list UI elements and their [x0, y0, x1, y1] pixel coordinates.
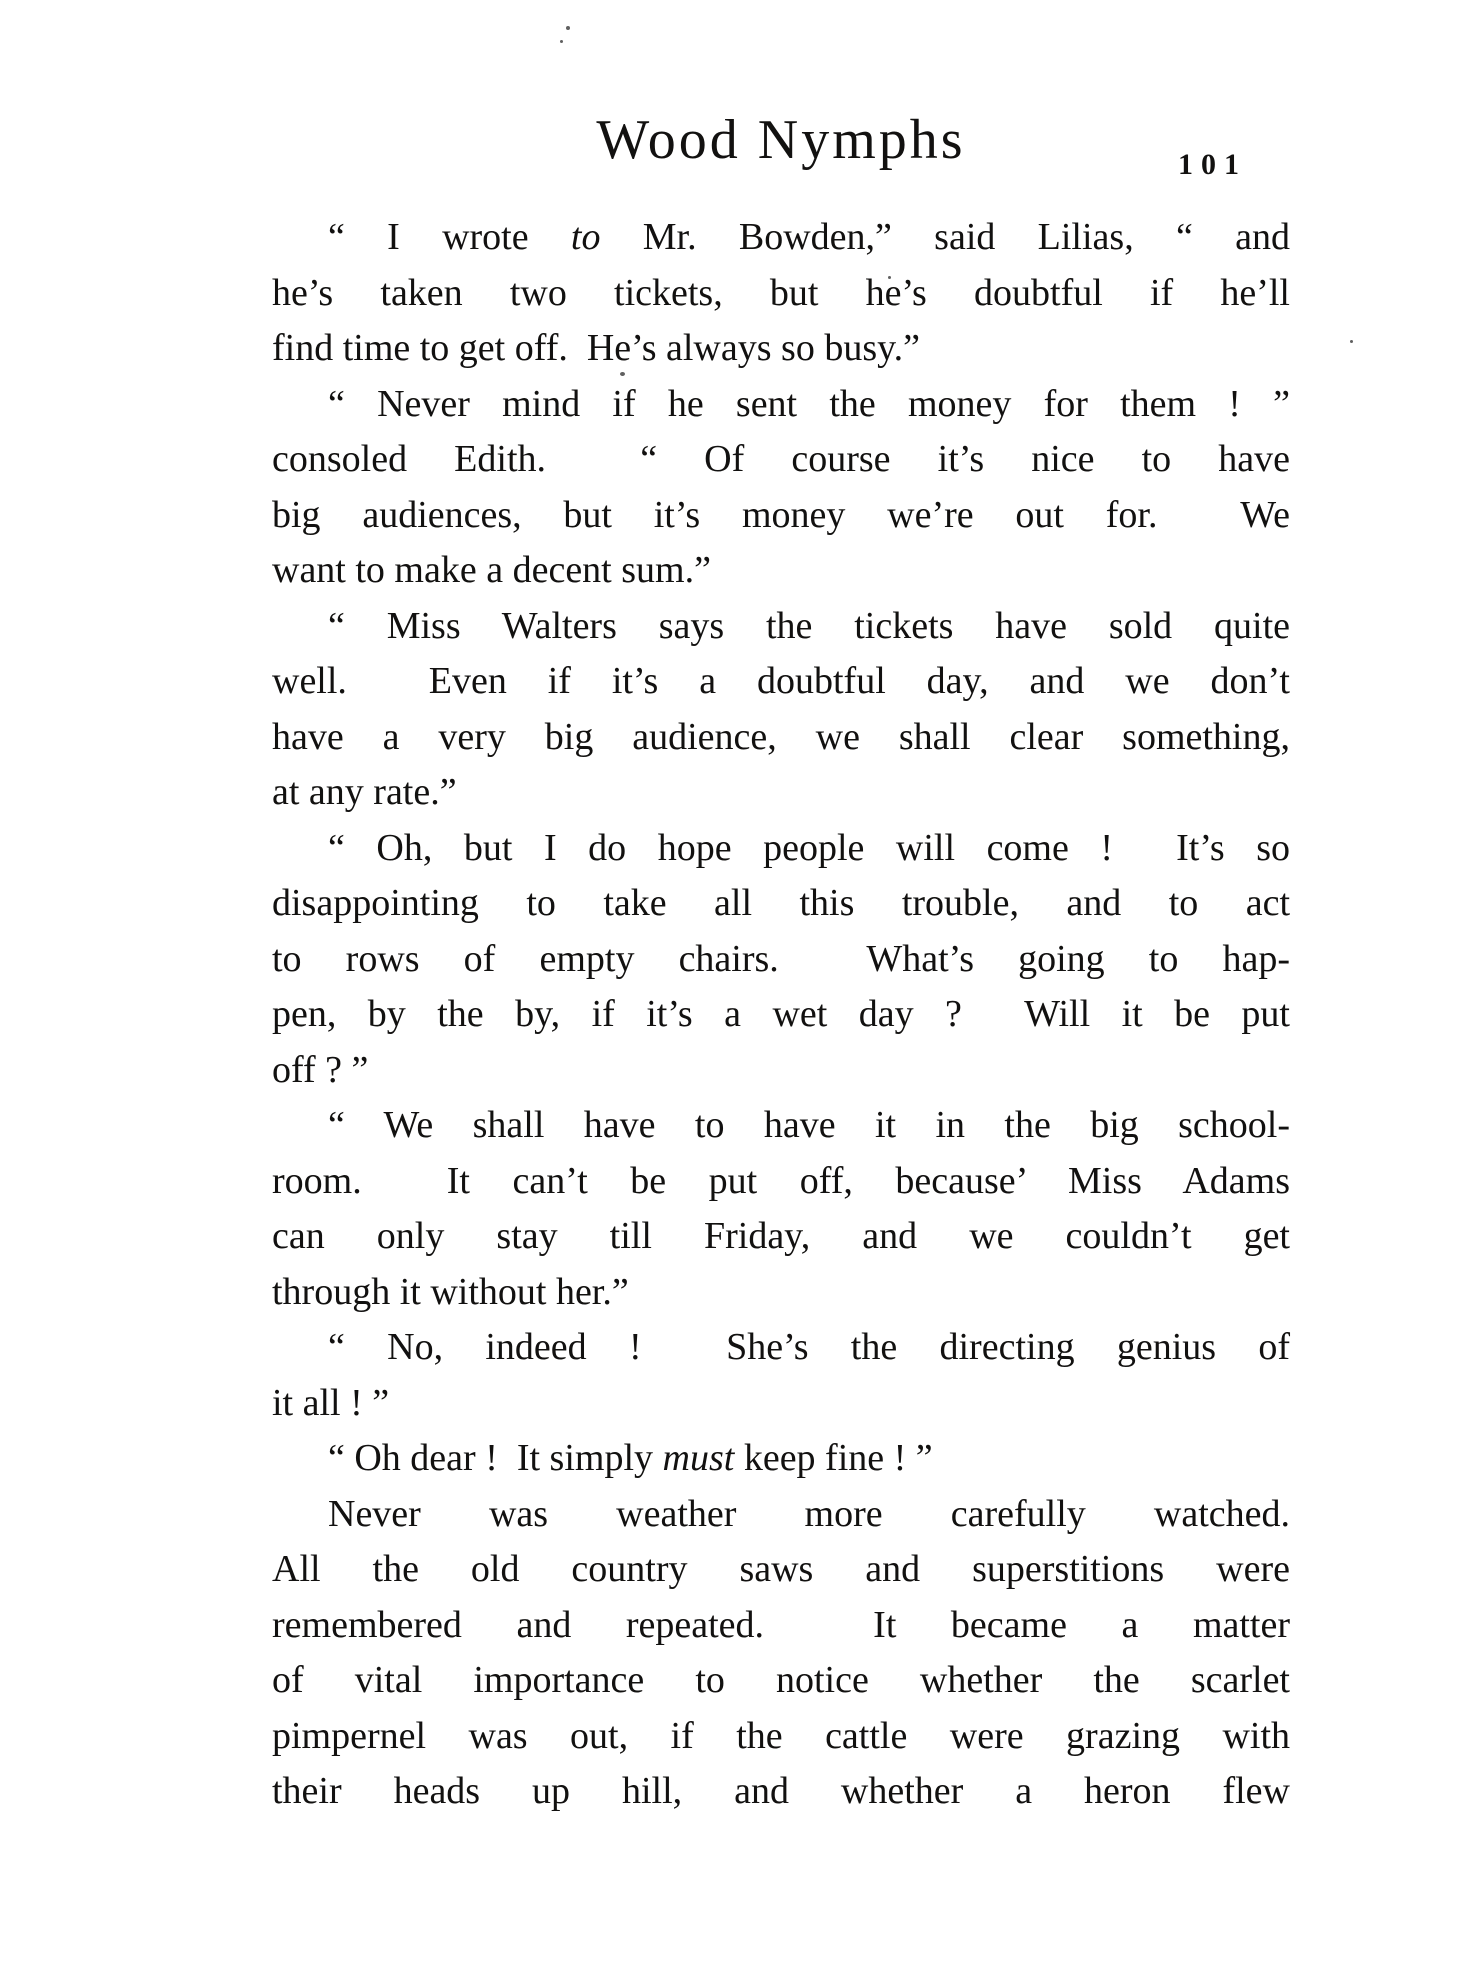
text-line: pimpernel was out, if the cattle were grazing with: [272, 1714, 1290, 1757]
text-line: “ I wrote to Mr. Bowden,” said Lilias, “ and: [328, 216, 1290, 258]
text-line: have a very big audience, we shall clear something,: [272, 715, 1290, 758]
text-line: “ Miss Walters says the tickets have sold quite: [328, 604, 1290, 647]
page-title: Wood Nymphs: [596, 109, 966, 171]
text-line: “ Never mind if he sent the money for them ! ”: [328, 382, 1290, 425]
text-line: Never was weather more carefully watched.: [328, 1492, 1290, 1535]
text-line: disappointing to take all this trouble, and to act: [272, 882, 1290, 924]
text-line: “ Oh dear ! It simply must keep fine ! ”: [328, 1437, 933, 1479]
text-line: through it without her.”: [272, 1270, 629, 1313]
text-line: well. Even if it’s a doubtful day, and we don’t: [272, 660, 1290, 702]
text-line: consoled Edith. “ Of course it’s nice to have: [272, 438, 1290, 480]
text-line: want to make a decent sum.”: [272, 549, 711, 591]
text-line: find time to get off. He’s always so busy.”: [272, 327, 921, 369]
text-line: off ? ”: [272, 1048, 369, 1091]
text-line: it all ! ”: [272, 1381, 390, 1424]
text-line: All the old country saws and superstitions were: [272, 1548, 1290, 1590]
text-line: “ Oh, but I do hope people will come ! It’s so: [328, 826, 1290, 869]
text-line: “ We shall have to have it in the big school-: [328, 1104, 1290, 1146]
page-number: 101: [1178, 148, 1247, 181]
scan-speck: [1350, 340, 1353, 343]
text-line: pen, by the by, if it’s a wet day ? Will it be put: [272, 993, 1290, 1035]
text-line: at any rate.”: [272, 771, 457, 813]
text-line: big audiences, but it’s money we’re out for. We: [272, 493, 1290, 536]
text-line: room. It can’t be put off, because’ Miss Adams: [272, 1159, 1290, 1202]
body-text: [272, 210, 1290, 1820]
text-line: to rows of empty chairs. What’s going to hap-: [272, 937, 1290, 980]
text-line: their heads up hill, and whether a heron flew: [272, 1770, 1290, 1812]
text-line: of vital importance to notice whether the scarlet: [272, 1659, 1290, 1701]
text-line: can only stay till Friday, and we couldn’t get: [272, 1215, 1290, 1257]
text-line: remembered and repeated. It became a matter: [272, 1603, 1290, 1646]
text-line: “ No, indeed ! She’s the directing genius of: [328, 1326, 1290, 1368]
text-line: he’s taken two tickets, but he’s doubtful if he’ll: [272, 271, 1290, 314]
scan-speck: [560, 40, 563, 43]
scan-speck: [566, 26, 570, 30]
